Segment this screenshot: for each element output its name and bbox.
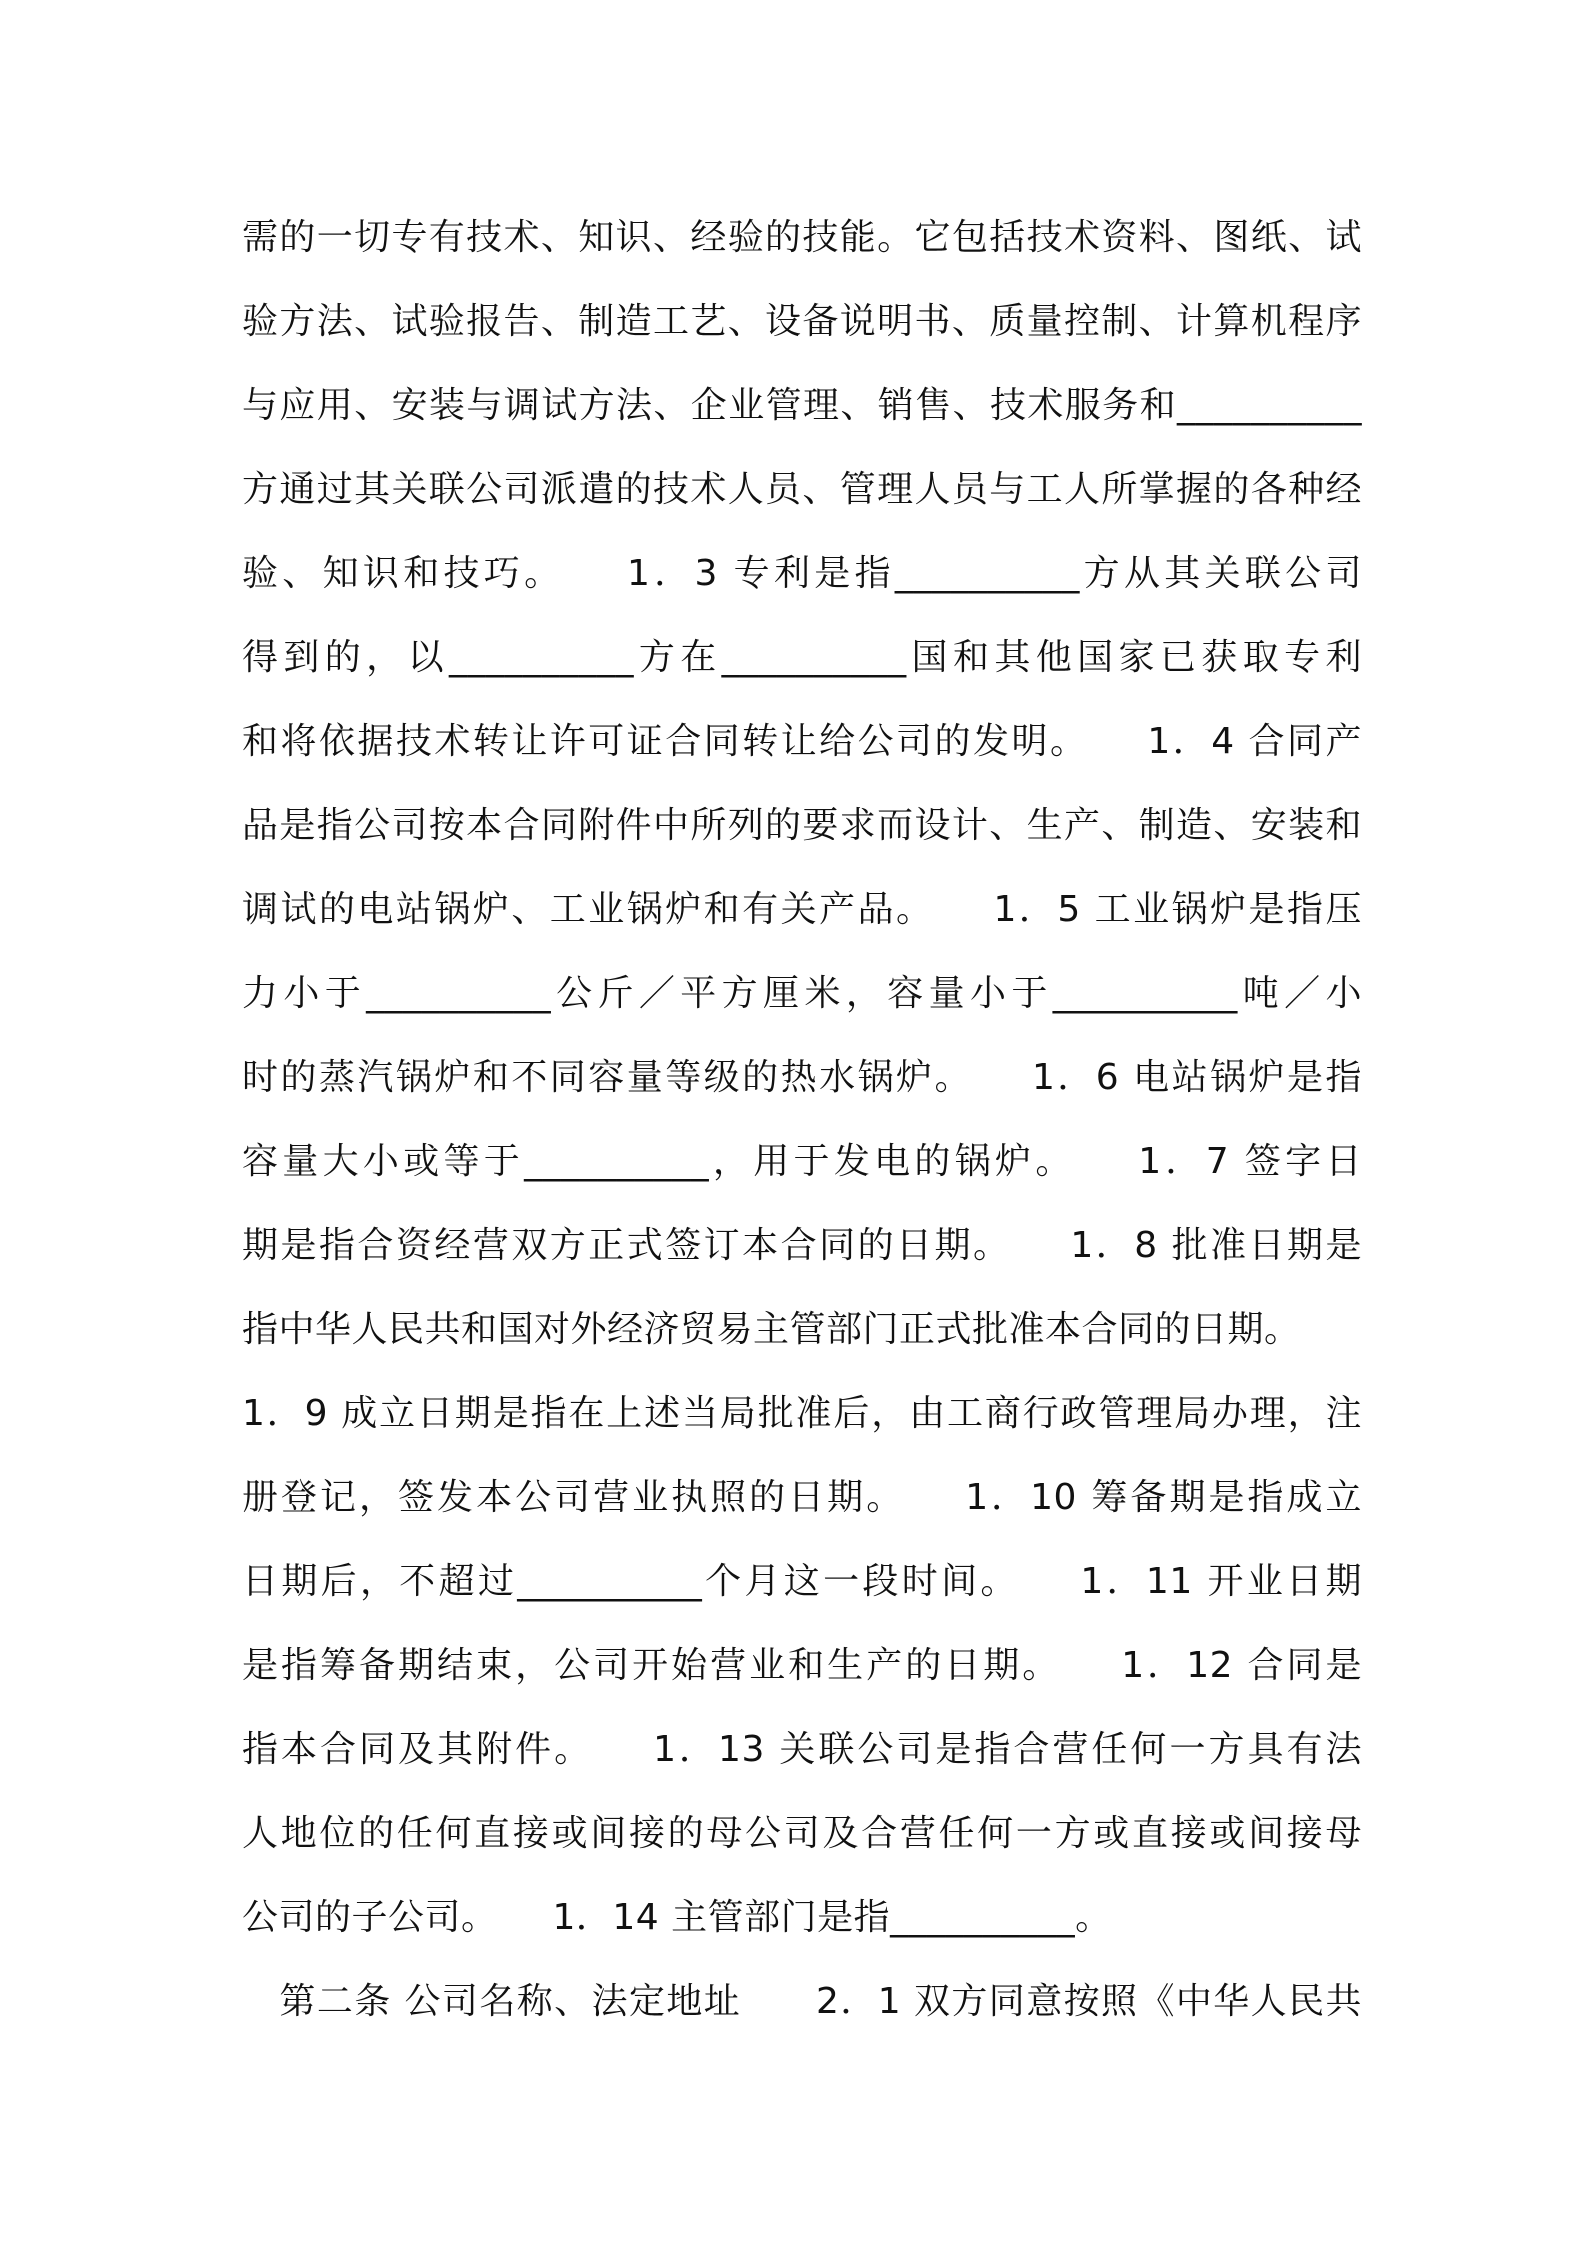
text-line-21: 公司的子公司。 1．14 主管部门是指__________。 — [242, 1897, 1112, 1938]
text-line-14: 指中华人民共和国对外经济贸易主管部门正式批准本合同的日期。 — [242, 1309, 1301, 1350]
text-line-17: 日期后，不超过__________个月这一段时间。 1．11 开业日期 — [242, 1561, 1362, 1602]
text-line-13: 期是指合资经营双方正式签订本合同的日期。 1．8 批准日期是 — [242, 1225, 1362, 1266]
text-line-4: 方通过其关联公司派遣的技术人员、管理人员与工人所掌握的各种经 — [242, 469, 1362, 510]
text-line-9: 调试的电站锅炉、工业锅炉和有关产品。 1．5 工业锅炉是指压 — [242, 889, 1362, 930]
text-line-18: 是指筹备期结束，公司开始营业和生产的日期。 1．12 合同是 — [242, 1645, 1362, 1686]
text-line-1: 需的一切专有技术、知识、经验的技能。它包括技术资料、图纸、试 — [242, 217, 1362, 258]
text-line-11: 时的蒸汽锅炉和不同容量等级的热水锅炉。 1．6 电站锅炉是指 — [242, 1057, 1362, 1098]
text-line-2: 验方法、试验报告、制造工艺、设备说明书、质量控制、计算机程序 — [242, 301, 1362, 342]
text-line-10: 力小于__________公斤／平方厘米，容量小于__________吨／小 — [242, 973, 1362, 1014]
text-line-7: 和将依据技术转让许可证合同转让给公司的发明。 1．4 合同产 — [242, 721, 1362, 762]
text-line-16: 册登记，签发本公司营业执照的日期。 1．10 筹备期是指成立 — [242, 1477, 1362, 1518]
text-line-20: 人地位的任何直接或间接的母公司及合营任何一方或直接或间接母 — [242, 1813, 1362, 1854]
text-line-6: 得到的，以__________方在__________国和其他国家已获取专利 — [242, 637, 1362, 678]
text-line-12: 容量大小或等于__________，用于发电的锅炉。 1．7 签字日 — [242, 1141, 1362, 1182]
text-line-15: 1．9 成立日期是指在上述当局批准后，由工商行政管理局办理，注 — [242, 1393, 1362, 1434]
text-line-22: 第二条 公司名称、法定地址 2．1 双方同意按照《中华人民共 — [242, 1981, 1362, 2022]
text-line-3: 与应用、安装与调试方法、企业管理、销售、技术服务和__________ — [242, 385, 1362, 426]
text-line-8: 品是指公司按本合同附件中所列的要求而设计、生产、制造、安装和 — [242, 805, 1362, 846]
text-line-19: 指本合同及其附件。 1．13 关联公司是指合营任何一方具有法 — [242, 1729, 1362, 1770]
contract-text-block — [242, 196, 1362, 2044]
text-line-5: 验、知识和技巧。 1．3 专利是指__________方从其关联公司 — [242, 553, 1362, 594]
